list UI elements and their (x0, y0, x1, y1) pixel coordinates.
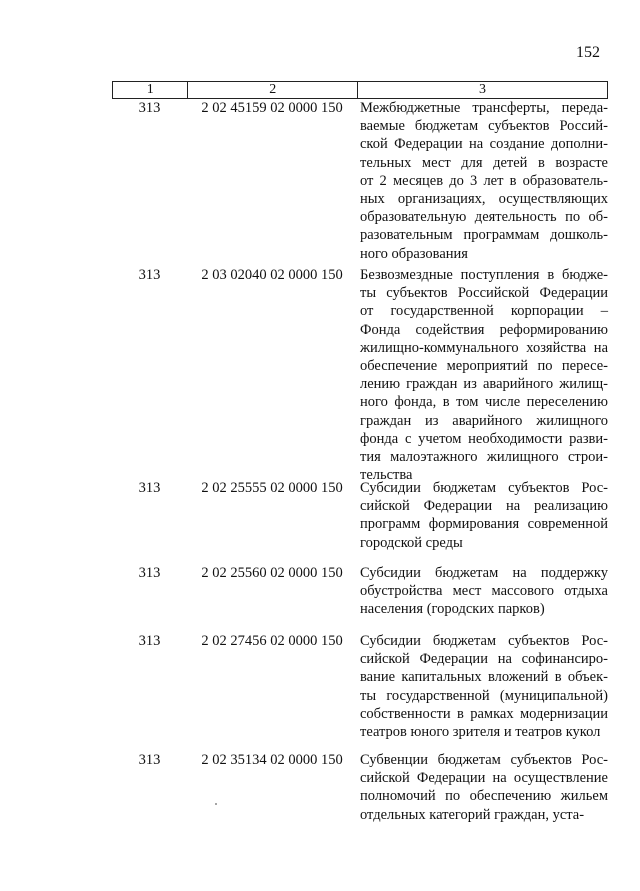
revenue-name-line: ных организациях, осуществляющих (360, 191, 608, 208)
revenue-name-line: граждан из аварийного жилищного (360, 412, 608, 429)
table-row (112, 632, 608, 741)
column-header-1: 1 (113, 82, 188, 99)
revenue-name-line: тия малоэтажного жилищного строи- (360, 449, 608, 466)
revenue-name-line: ской Федерации на создание дополни- (360, 136, 608, 153)
revenue-name-line: ного фонда, в том числе переселению (360, 394, 608, 411)
revenue-name-line: полномочий по обеспечению жильем (360, 788, 608, 805)
revenue-name-line: сийской Федерации на осуществление (360, 770, 608, 787)
revenue-name-line: отдельных категорий граждан, уста- (360, 806, 585, 823)
revenue-name-line: населения (городских парков) (360, 601, 545, 618)
revenue-name-line: Субсидии бюджетам на поддержку (360, 565, 608, 581)
budget-classification-code-cell: 2 02 45159 02 0000 150 (201, 100, 343, 116)
column-header-3: 3 (358, 82, 608, 99)
revenue-name-line: Субсидии бюджетам субъектов Рос- (360, 633, 608, 649)
revenue-name-line: городской среды (360, 534, 463, 551)
revenue-name-line: Фонда содействия реформированию (360, 321, 608, 338)
admin-code-cell: 313 (138, 752, 161, 768)
admin-code-cell: 313 (138, 480, 161, 496)
page-number: 152 (576, 44, 600, 61)
column-header-2: 2 (188, 82, 358, 99)
revenue-name-line: жилищно-коммунального хозяйства на (360, 339, 608, 356)
budget-classification-code-cell: 2 02 35134 02 0000 150 (201, 752, 343, 768)
revenue-name-cell (357, 751, 608, 824)
table-row (112, 751, 608, 824)
budget-classification-code-cell: 2 02 27456 02 0000 150 (201, 633, 343, 649)
revenue-name-cell (357, 479, 608, 552)
column-header-table (112, 81, 608, 99)
admin-code-cell: 313 (138, 267, 161, 283)
table-row (112, 99, 608, 263)
revenue-name-line: разовательным программам дошколь- (360, 227, 608, 244)
admin-code-cell: 313 (138, 100, 161, 116)
revenue-name-line: программ формирования современной (360, 516, 608, 533)
revenue-name-cell (357, 632, 608, 741)
admin-code-cell: 313 (138, 565, 161, 581)
revenue-name-line: собственности в рамках модернизации (360, 705, 608, 722)
revenue-name-line: тельства (360, 467, 413, 484)
revenue-name-line: ты государственной (муниципальной) (360, 687, 608, 704)
revenue-name-cell (357, 564, 608, 619)
table-row (112, 479, 608, 552)
revenue-name-line: тельных мест для детей в возрасте (360, 154, 608, 171)
budget-classification-code-cell: 2 03 02040 02 0000 150 (201, 267, 343, 283)
revenue-name-line: от государственной корпорации – (360, 303, 608, 320)
budget-classification-code-cell: 2 02 25555 02 0000 150 (201, 480, 343, 496)
revenue-name-line: обеспечение мероприятий по пересе- (360, 358, 608, 375)
budget-classification-code-cell: 2 02 25560 02 0000 150 (201, 565, 343, 581)
revenue-name-line: ты субъектов Российской Федерации (360, 285, 608, 302)
column-header-row (113, 82, 608, 99)
revenue-name-line: ваемые бюджетам субъектов Россий- (360, 118, 608, 135)
revenue-name-line: от 2 месяцев до 3 лет в образователь- (360, 172, 608, 189)
revenue-name-line: Межбюджетные трансферты, переда- (360, 100, 608, 116)
revenue-name-line: Субвенции бюджетам субъектов Рос- (360, 752, 608, 768)
revenue-name-line: сийской Федерации на софинансиро- (360, 651, 608, 668)
revenue-name-line: сийской Федерации на реализацию (360, 498, 608, 515)
revenue-name-line: ного образования (360, 245, 468, 262)
revenue-name-line: театров юного зрителя и театров кукол (360, 724, 601, 741)
revenue-name-cell (357, 99, 608, 263)
revenue-name-cell (357, 266, 608, 484)
revenue-name-line: Безвозмездные поступления в бюдже- (360, 267, 608, 283)
revenue-name-line: обустройства мест массового отдыха (360, 583, 608, 600)
revenue-name-line: образовательную деятельность по об- (360, 209, 608, 226)
scan-artifact (215, 803, 217, 805)
admin-code-cell: 313 (138, 633, 161, 649)
table-row (112, 266, 608, 484)
revenue-name-line: вание капитальных вложений в объек- (360, 669, 608, 686)
revenue-name-line: лению граждан из аварийного жилищ- (360, 376, 608, 393)
revenue-name-line: Субсидии бюджетам субъектов Рос- (360, 480, 608, 496)
revenue-name-line: фонда с учетом необходимости разви- (360, 430, 608, 447)
table-row (112, 564, 608, 619)
